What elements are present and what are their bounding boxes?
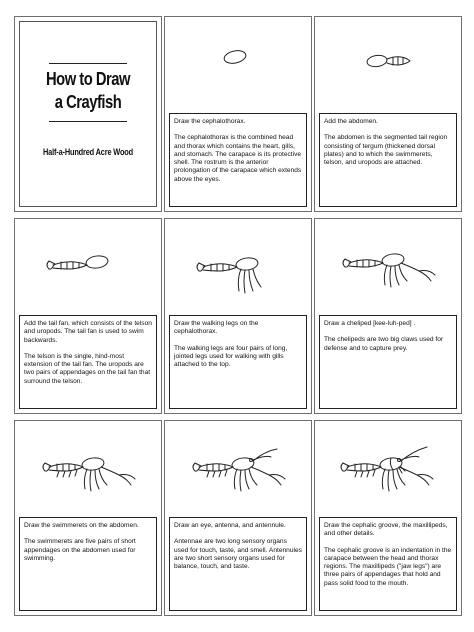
crayfish-step-1-drawing <box>165 17 313 117</box>
step-5-textbox <box>319 315 457 409</box>
step-7-heading: Draw an eye, antenna, and antennule. <box>174 522 286 529</box>
step-2-textbox <box>319 113 457 207</box>
step-6-textbox <box>19 517 157 611</box>
step-card-7 <box>164 420 312 616</box>
step-7-textbox <box>169 517 307 611</box>
step-8-body: The cephalic groove is an indentation in the carapace between the head and thorax regions. The maxillipeds ("jaw legs") are three pairs of appendages that hold and pass solid food to the mouth. <box>324 546 452 587</box>
crayfish-step-5-drawing <box>315 219 463 319</box>
step-card-4 <box>164 218 312 414</box>
step-1-heading: Draw the cephalothorax. <box>174 118 246 125</box>
title-subtitle: Half-a-Hundred Acre Wood <box>43 147 133 157</box>
step-5-body: The chelipeds are two big claws used for defense and to capture prey. <box>324 336 444 352</box>
step-3-heading: Add the tail fan, which consists of the telson and uropods. The tail fan is used to swim backwards. <box>24 320 152 344</box>
step-card-6 <box>14 420 162 616</box>
step-3-body: The telson is the single, hind-most extension of the tail fan. The uropods are two pairs of appendages on the tail fan that surround the telson. <box>24 352 151 385</box>
step-4-body: The walking legs are four pairs of long, jointed legs used for walking with gills attached to the top. <box>174 344 288 369</box>
step-7-body: Antennae are two long sensory organs used for touch, taste, and smell. Antennules are two short sensory organs used for balance, touch, and taste. <box>174 538 302 571</box>
step-8-textbox <box>319 517 457 611</box>
step-6-body: The swimmerets are five pairs of short appendages on the abdomen used for swimming. <box>24 538 136 562</box>
step-card-5 <box>314 218 462 414</box>
crayfish-step-2-drawing <box>315 17 463 117</box>
step-8-heading: Draw the cephalic groove, the maxillipeds, and other details. <box>324 522 448 538</box>
title-line-2: a Crayfish <box>54 92 122 112</box>
step-card-8 <box>314 420 462 616</box>
step-1-textbox <box>169 113 307 207</box>
crayfish-step-6-drawing <box>15 421 163 521</box>
step-6-heading: Draw the swimmerets on the abdomen. <box>24 522 139 529</box>
step-2-heading: Add the abdomen. <box>324 118 378 125</box>
crayfish-step-4-drawing <box>165 219 313 319</box>
title-card-frame <box>19 21 157 207</box>
crayfish-step-7-drawing <box>165 421 313 521</box>
step-card-1 <box>164 16 312 212</box>
step-5-heading: Draw a cheliped [kee-luh-ped] . <box>324 320 416 327</box>
title-card <box>14 16 162 212</box>
title-top-rule <box>49 63 127 64</box>
crayfish-step-3-drawing <box>15 219 163 319</box>
step-4-heading: Draw the walking legs on the cephalothorax. <box>174 320 259 336</box>
crayfish-step-8-drawing <box>315 421 463 521</box>
title-bottom-rule <box>49 121 127 122</box>
step-4-textbox <box>169 315 307 409</box>
step-card-2 <box>314 16 462 212</box>
step-2-body: The abdomen is the segmented tail region consisting of tergum (thickened dorsal plates) and to which the swimmerets, telson, and uropods are attached. <box>324 134 448 167</box>
step-card-3 <box>14 218 162 414</box>
title-line-1: How to Draw <box>46 69 130 89</box>
step-1-body: The cephalothorax is the combined head and thorax which contains the heart, gills, and stomach. The carapace is its protective shell. The rostrum is the anterior prolongation of the carapace which extends above the eyes. <box>174 134 302 183</box>
step-3-textbox <box>19 315 157 409</box>
